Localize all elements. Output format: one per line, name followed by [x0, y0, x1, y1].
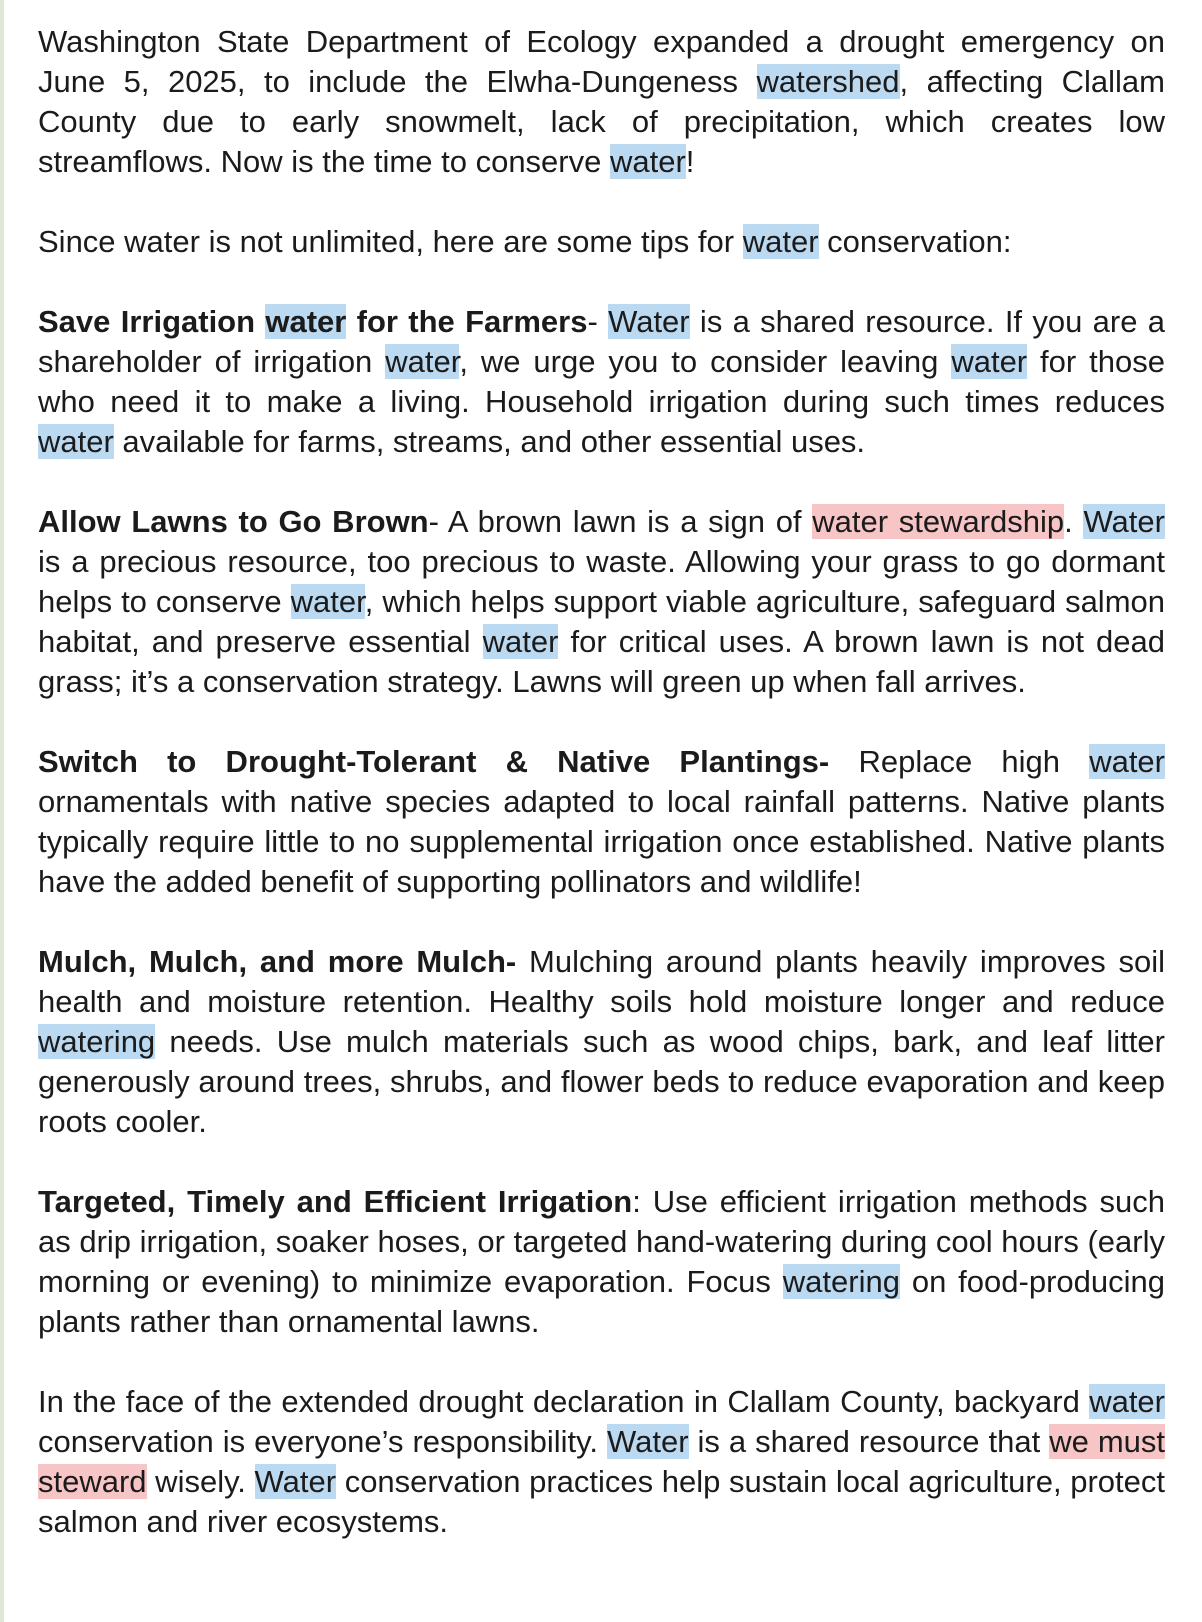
highlighted-term: Water — [1083, 504, 1165, 539]
text-run: for those who need it to make a living. Household irrigation during such times reduces — [38, 344, 1165, 419]
text-run: In the face of the extended drought declaration in Clallam County, backyard — [38, 1384, 1090, 1419]
highlighted-term: water — [742, 224, 819, 259]
tip-irrigation-farmers — [38, 302, 1165, 462]
highlighted-term: water — [38, 424, 114, 459]
text-run: , affecting Clallam County due to early snowmelt, lack of precipitation, which creates low streamflows. Now is the time to conserve — [38, 64, 1166, 179]
highlighted-term: water — [1089, 1384, 1165, 1419]
text-run: . — [1064, 504, 1084, 539]
tips-intro-paragraph — [38, 222, 1165, 262]
text-run: : Use efficient irrigation methods such as drip irrigation, soaker hoses, or targeted hand-watering during cool hours (early morning or evening) to minimize evaporation. Focus — [38, 1184, 1165, 1299]
tip-title: Switch to Drought-Tolerant & Native Plantings- — [38, 744, 830, 779]
text-run: is a shared resource. If you are a shareholder of irrigation — [38, 304, 1165, 379]
tip-title: Mulch, Mulch, and more Mulch- — [38, 944, 517, 979]
closing-paragraph — [38, 1382, 1165, 1542]
page-edge-divider — [0, 0, 4, 1622]
text-run: ornamentals with native species adapted to local rainfall patterns. Native plants typically require little to no supplemental irrigation once established. Native plants have the added benefit of supporting pollinators and wildlife! — [38, 784, 1165, 899]
text-run: Mulching around plants heavily improves soil health and moisture retention. Healthy soils hold moisture longer and reduce — [38, 944, 1165, 1019]
highlighted-term: Water — [254, 1464, 337, 1499]
highlighted-term: water — [482, 624, 559, 659]
tip-mulch — [38, 942, 1165, 1142]
highlighted-phrase: we must steward — [38, 1424, 1165, 1499]
text-run: - — [587, 304, 609, 339]
text-run: , we urge you to consider leaving — [459, 344, 952, 379]
document-body — [38, 22, 1165, 1542]
highlighted-term: watershed — [756, 64, 900, 99]
highlighted-term: water — [265, 304, 347, 339]
tip-title: Targeted, Timely and Efficient Irrigation — [38, 1184, 633, 1219]
text-run: Washington State Department of Ecology expanded a drought emergency on June 5, 2025, to include the Elwha-Dungeness — [38, 24, 1165, 99]
highlighted-term: Water — [606, 1424, 689, 1459]
highlighted-term: Water — [608, 304, 690, 339]
text-run: needs. Use mulch materials such as wood chips, bark, and leaf litter generously around trees, shrubs, and flower beds to reduce evaporation and keep roots cooler. — [38, 1024, 1165, 1139]
text-run: conservation practices help sustain local agriculture, protect salmon and river ecosystems. — [38, 1464, 1165, 1539]
tip-efficient-irrigation — [38, 1182, 1165, 1342]
highlighted-term: watering — [38, 1024, 156, 1059]
highlighted-term: water — [290, 584, 365, 619]
text-run: is a precious resource, too precious to waste. Allowing your grass to go dormant helps to conserve — [38, 544, 1165, 619]
text-run: - A brown lawn is a sign of — [428, 504, 813, 539]
text-run: on food-producing plants rather than ornamental lawns. — [38, 1264, 1165, 1339]
highlighted-term: water — [609, 144, 686, 179]
tip-native-plantings — [38, 742, 1165, 902]
text-run: conservation: — [818, 224, 1012, 259]
highlighted-phrase: water stewardship — [812, 504, 1065, 539]
tip-brown-lawns — [38, 502, 1165, 702]
text-run: wisely. — [146, 1464, 255, 1499]
intro-paragraph — [38, 22, 1165, 182]
text-run: , which helps support viable agriculture, safeguard salmon habitat, and preserve essential — [38, 584, 1166, 659]
highlighted-term: water — [385, 344, 460, 379]
text-run: Replace high — [829, 744, 1090, 779]
text-run: is a shared resource that — [688, 1424, 1050, 1459]
highlighted-term: water — [951, 344, 1028, 379]
tip-title: Allow Lawns to Go Brown — [38, 504, 429, 539]
tip-title: Save Irrigation — [38, 304, 266, 339]
text-run: available for farms, streams, and other essential uses. — [113, 424, 866, 459]
text-run: Since water is not unlimited, here are some tips for — [38, 224, 743, 259]
tip-title: for the Farmers — [346, 304, 588, 339]
text-run: ! — [685, 144, 695, 179]
highlighted-term: watering — [782, 1264, 900, 1299]
highlighted-term: water — [1089, 744, 1165, 779]
text-run: for critical uses. A brown lawn is not dead grass; it’s a conservation strategy. Lawns will green up when fall arrives. — [38, 624, 1165, 699]
text-run: conservation is everyone’s responsibility. — [38, 1424, 607, 1459]
